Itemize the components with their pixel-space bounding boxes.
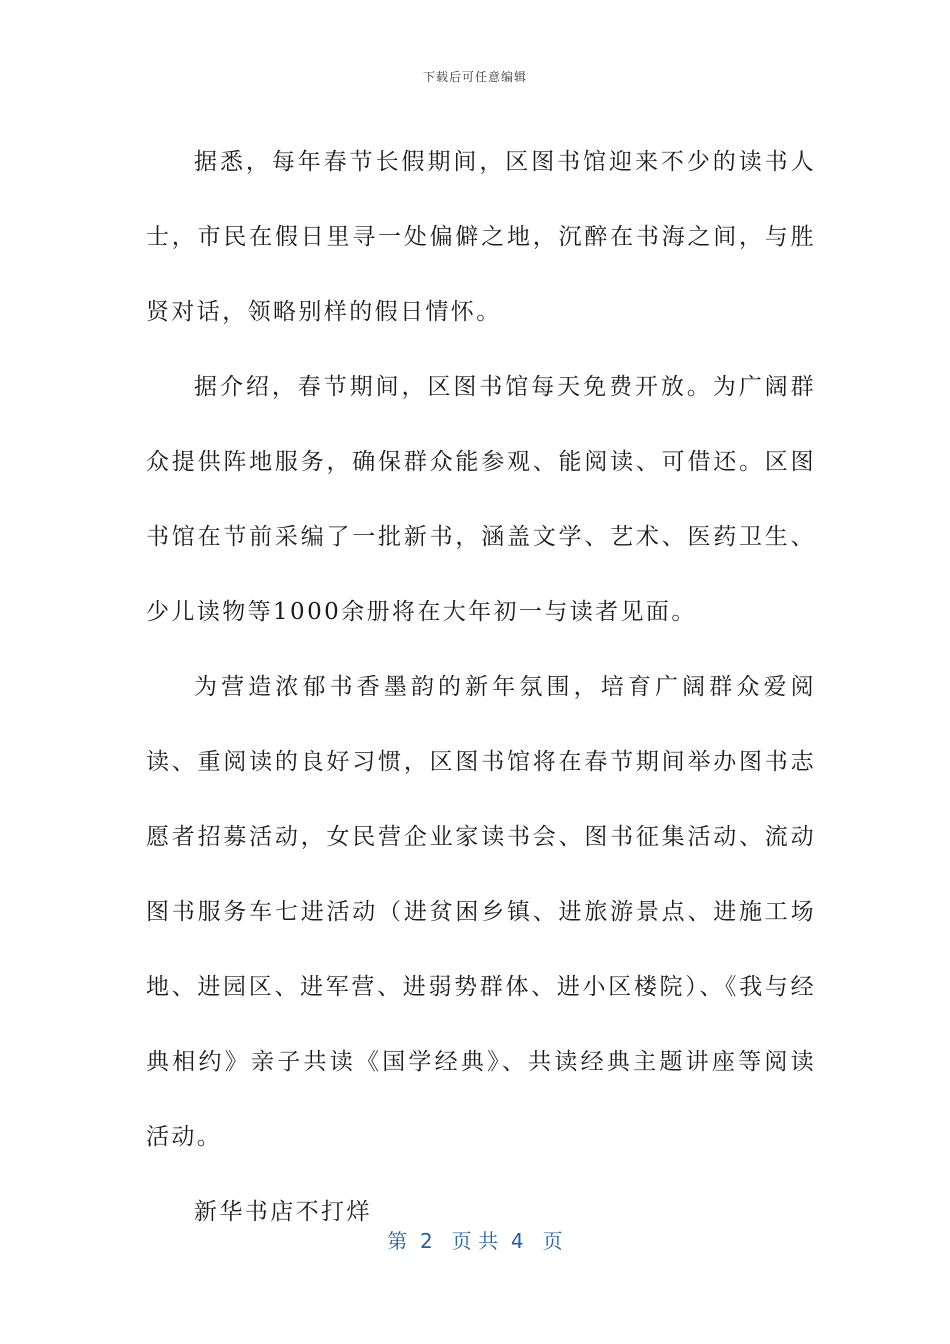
- document-body: [146, 125, 816, 1250]
- paragraph-1: 据悉，每年春节长假期间，区图书馆迎来不少的读书人士，市民在假日里寻一处偏僻之地，沉醉在书海之间，与胜贤对话，领略别样的假日情怀。: [146, 149, 816, 325]
- paragraph-2: 据介绍，春节期间，区图书馆每天免费开放。为广阔群众提供阵地服务，确保群众能参观、能阅读、可借还。区图书馆在节前采编了一批新书，涵盖文学、艺术、医药卫生、少儿读物等1000余册将在大年初一与读者见面。: [146, 374, 816, 625]
- header-note: 下载后可任意编辑: [422, 70, 527, 84]
- paragraph-3: 为营造浓郁书香墨韵的新年氛围，培育广阔群众爱阅读、重阅读的良好习惯，区图书馆将在春节期间举办图书志愿者招募活动，女民营企业家读书会、图书征集活动、流动图书服务车七进活动（进贫困乡镇、进旅游景点、进施工场地、进园区、进军营、进弱势群体、进小区楼院）、《我与经典相约》亲子共读《国学经典》、共读经典主题讲座等阅读活动。: [146, 674, 816, 1150]
- page-number-footer: 第 2 页 共 4 页: [387, 1229, 563, 1253]
- paragraph-4: 新华书店不打烊: [194, 1199, 372, 1225]
